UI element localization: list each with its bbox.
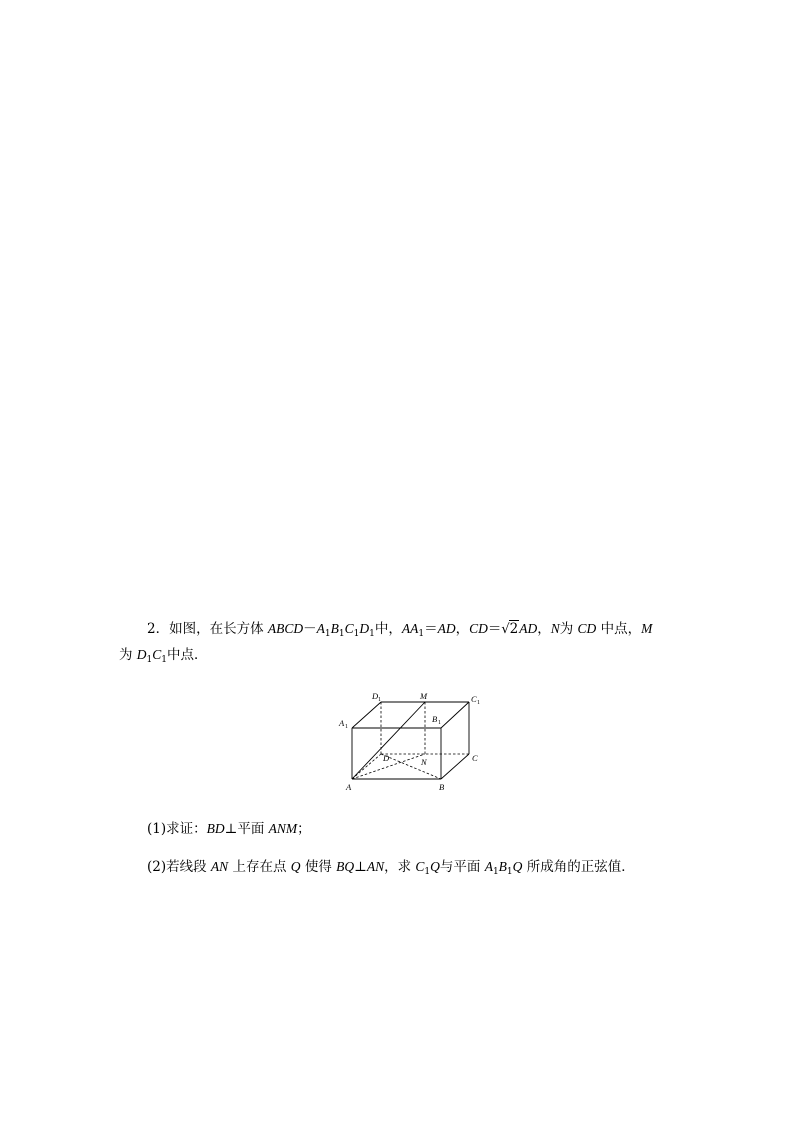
label-m: M — [420, 691, 428, 701]
subscript: 1 — [492, 867, 499, 877]
label-c: C — [472, 753, 478, 763]
perp-symbol: ⊥ — [224, 821, 238, 837]
label-a: A — [346, 782, 352, 792]
cuboid-diagram — [335, 686, 485, 794]
point-n: N — [550, 621, 560, 636]
text-such-that: 使得 — [304, 859, 332, 875]
point-q: Q — [430, 859, 440, 874]
part-2-ending: 所成角的正弦值． — [526, 859, 635, 875]
vertex-b1: B — [330, 621, 339, 636]
point-a1: A — [484, 859, 493, 874]
semicolon: ； — [297, 821, 311, 837]
segment-an: AN — [366, 859, 385, 874]
segment-bd-hidden — [381, 754, 441, 779]
equals-sign: ＝ — [424, 621, 438, 637]
subscript: 1 — [353, 629, 360, 639]
segment-bq: BQ — [336, 859, 355, 874]
label-d: D — [383, 753, 390, 763]
point-c1: C — [415, 859, 425, 874]
label-b1: B — [432, 714, 438, 724]
subscript: 1 — [161, 655, 168, 665]
segment-aa1: AA — [401, 621, 419, 636]
text-and-plane: 与平面 — [439, 859, 481, 875]
edge-b1c1 — [441, 702, 469, 728]
part-1-prefix: (1)求证： — [147, 821, 207, 837]
label-b1-sub: 1 — [438, 720, 441, 726]
text-zhong: 中， — [374, 621, 402, 637]
part-1 — [147, 820, 311, 838]
segment-ad: AD — [437, 621, 456, 636]
part-2 — [147, 858, 635, 876]
segment-bd: BD — [206, 821, 225, 836]
text-wei: 为 — [559, 621, 574, 637]
edge-bc — [441, 754, 469, 779]
sqrt-2 — [501, 620, 519, 639]
radical-icon: √ — [501, 622, 510, 637]
subscript: 1 — [324, 629, 331, 639]
edge-ad-hidden — [352, 754, 381, 779]
vertex-a1: A — [316, 621, 325, 636]
minus-sign: － — [303, 621, 317, 637]
label-b: B — [439, 782, 445, 792]
text-find: ，求 — [384, 859, 412, 875]
segment-cd: CD — [469, 621, 488, 636]
segment-cd: CD — [577, 621, 597, 636]
text-exists-point: 上存在点 — [232, 859, 287, 875]
segment-an: AN — [210, 859, 229, 874]
text-midpoint: 中点， — [600, 621, 642, 637]
cuboid-figure — [335, 686, 485, 794]
subscript: 1 — [338, 629, 345, 639]
point-q: Q — [512, 859, 523, 874]
point-b1: B — [498, 859, 507, 874]
vertex-c1: C — [344, 621, 354, 636]
label-n: N — [421, 757, 427, 767]
point-c1: C — [152, 647, 162, 662]
equals-sign: ＝ — [487, 621, 502, 637]
subscript: 1 — [146, 655, 153, 665]
segment-am — [352, 702, 425, 779]
subscript: 1 — [369, 629, 375, 639]
label-a1: A — [339, 718, 345, 728]
part-2-prefix: (2)若线段 — [147, 859, 207, 875]
segment-ad: AD — [519, 621, 538, 636]
text-plane: 平面 — [237, 821, 265, 837]
comma: ， — [455, 621, 470, 637]
radicand: 2 — [509, 621, 519, 637]
vertex-d1: D — [359, 621, 370, 636]
label-c1-sub: 1 — [477, 700, 480, 706]
solid-base-name: ABCD — [267, 621, 304, 636]
subscript: 1 — [506, 867, 513, 877]
edge-a1d1 — [352, 702, 381, 728]
problem-number: 2 — [147, 621, 156, 637]
perp-symbol: ⊥ — [354, 859, 367, 875]
problem-line-1 — [147, 620, 652, 639]
comma: ， — [537, 621, 551, 637]
label-d1-sub: 1 — [378, 697, 381, 703]
label-c1: C — [471, 694, 477, 704]
point-m: M — [641, 621, 653, 636]
label-a1-sub: 1 — [345, 724, 348, 730]
label-d1: D — [372, 691, 379, 701]
problem-intro: ．如图，在长方体 — [155, 621, 264, 637]
point-d1: D — [136, 647, 147, 662]
point-q: Q — [290, 859, 301, 874]
plane-anm: ANM — [268, 821, 298, 836]
subscript: 1 — [424, 867, 431, 877]
subscript: 1 — [418, 629, 425, 639]
problem-line-2 — [119, 646, 208, 664]
text-wei: 为 — [119, 647, 133, 663]
text-midpoint-end: 中点． — [167, 647, 208, 663]
